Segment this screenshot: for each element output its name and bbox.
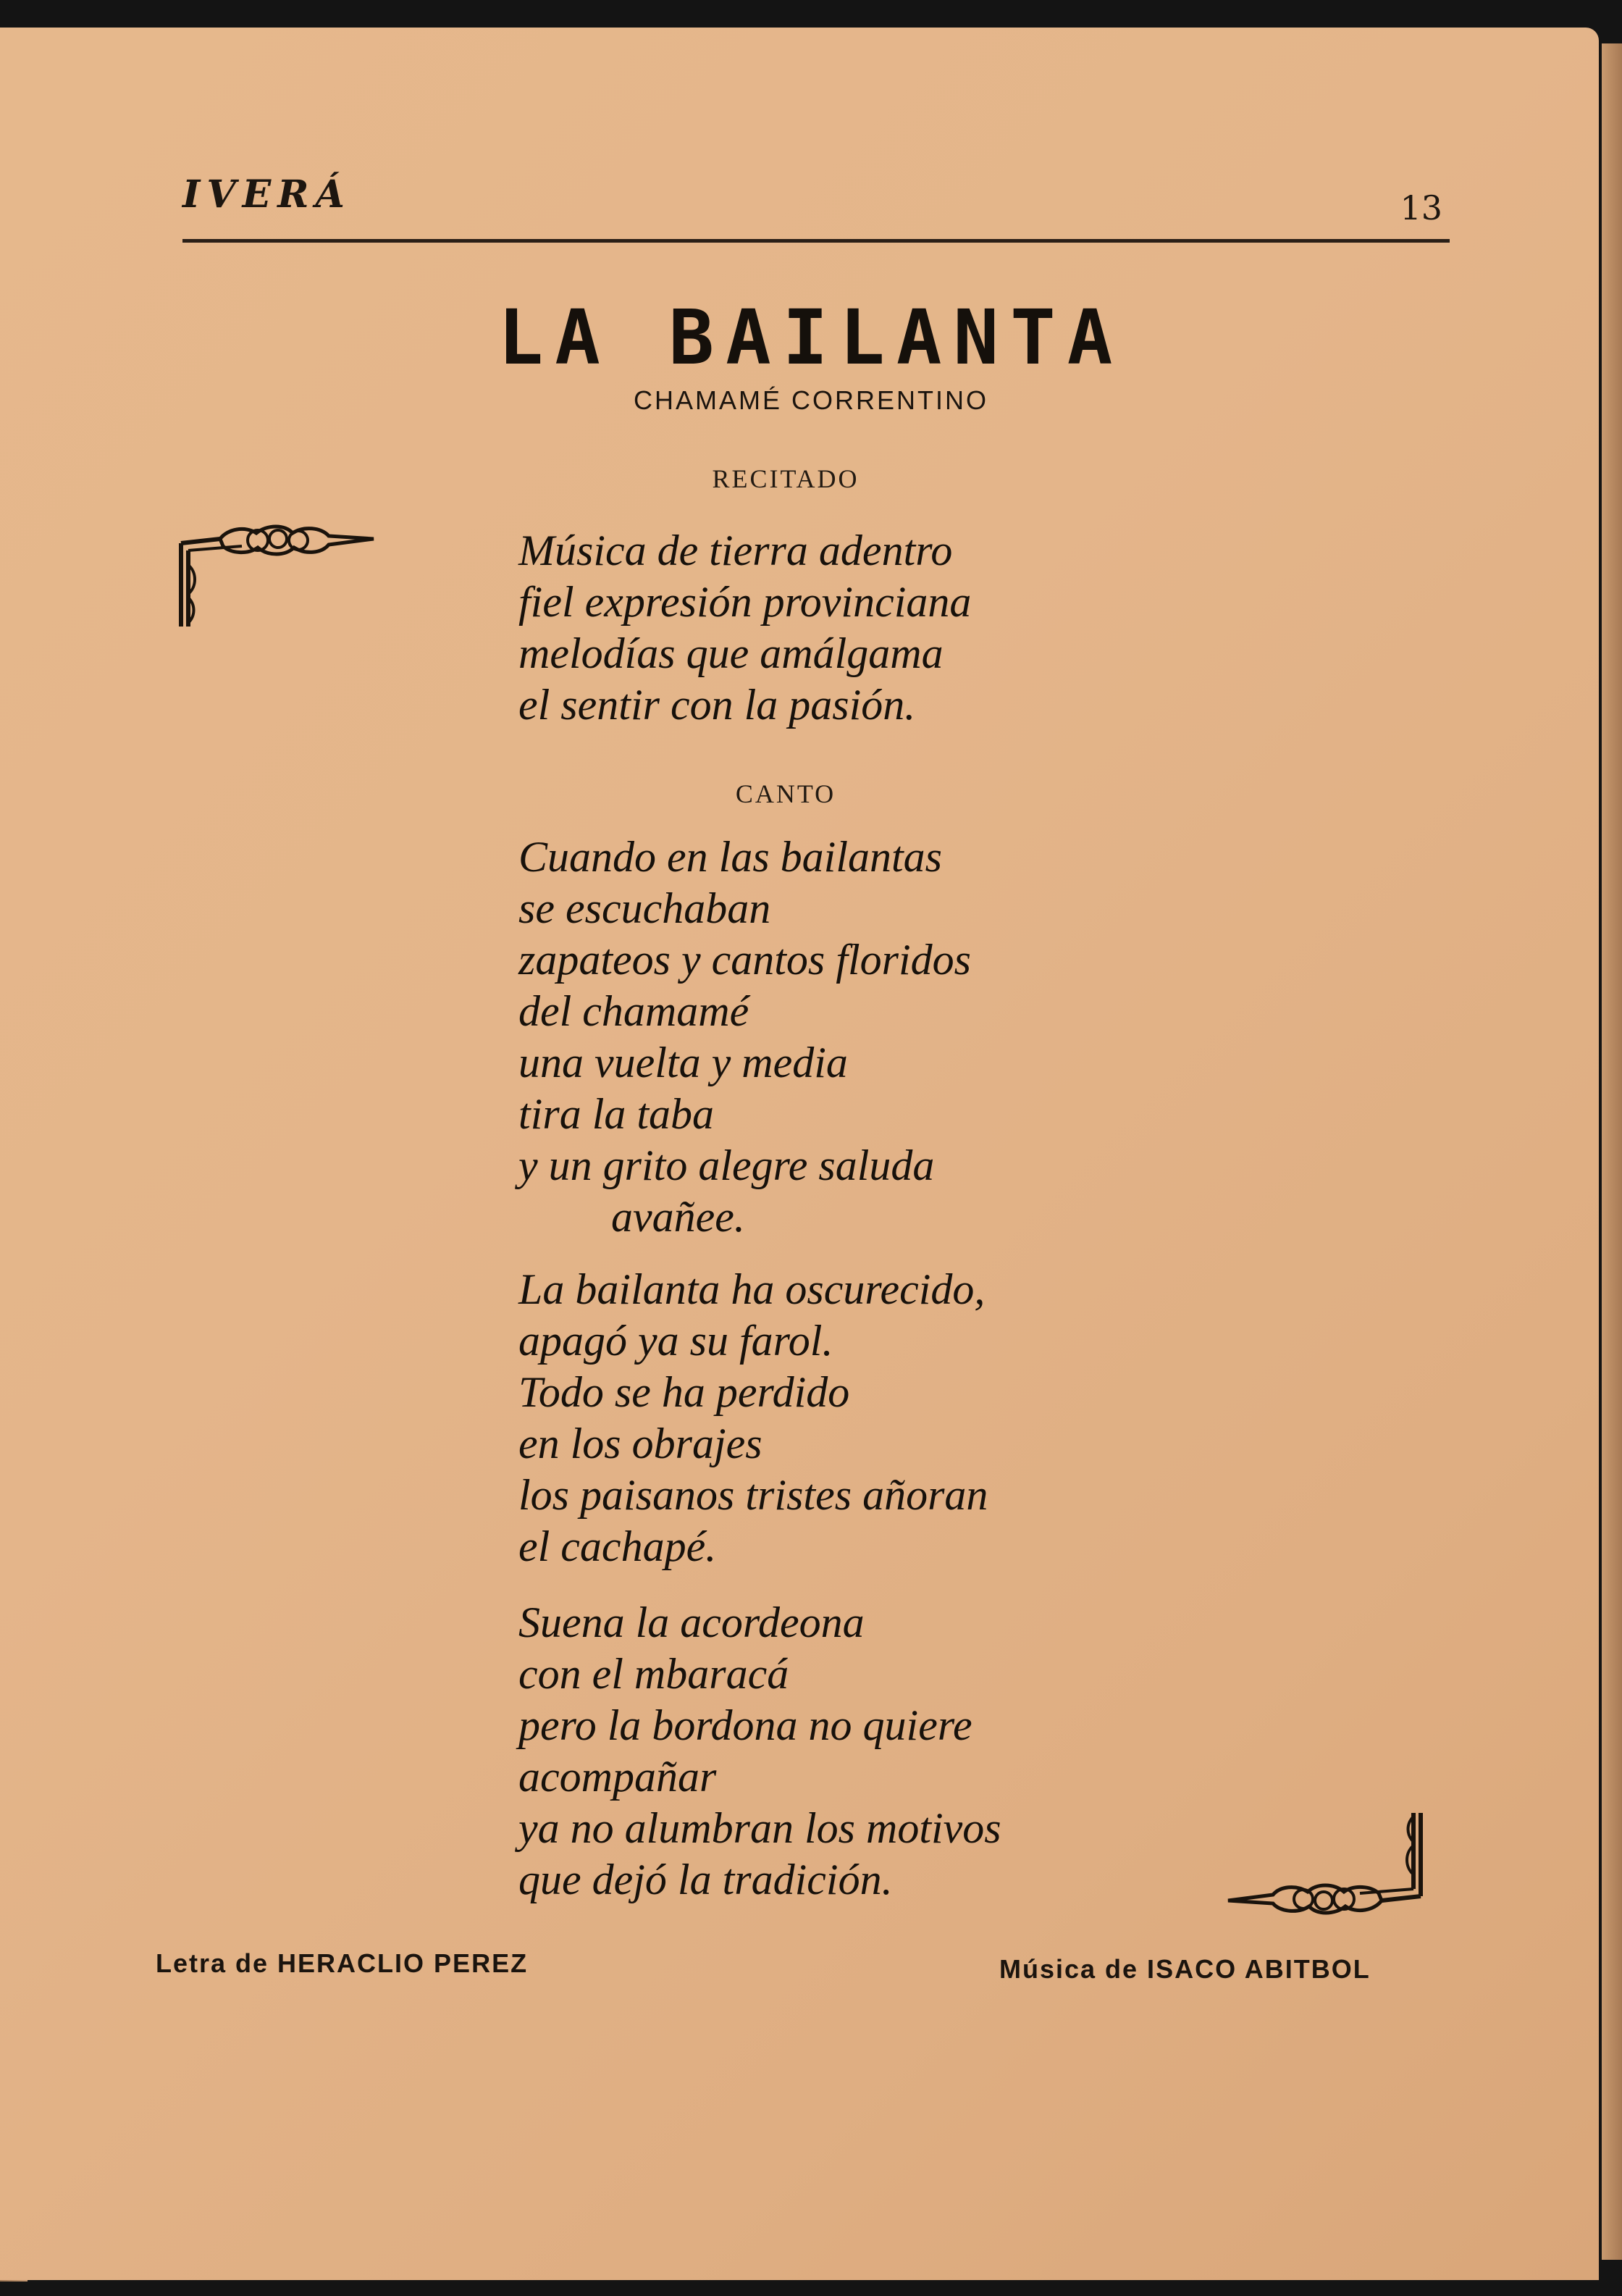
song-title: LA BAILANTA [497,293,1125,382]
verse-line: los paisanos tristes añoran [518,1471,988,1519]
recitado-label: RECITADO [712,464,860,493]
verse-line: una vuelta y media [518,1039,848,1086]
journal-name: IVERÁ [182,172,351,217]
verse-line: tira la taba [518,1090,715,1138]
lyrics-credit: Letra de HERACLIO PEREZ [156,1948,529,1978]
stanza-2 [518,1264,1315,1572]
verse-line: ya no alumbran los motivos [518,1804,1001,1852]
floral-ornament-top-left-icon [177,521,379,630]
verse-line: Todo se ha perdido [518,1368,850,1416]
verse-line: Cuando en las bailantas [518,833,943,881]
verse-line: en los obrajes [518,1420,762,1467]
verse-line: apagó ya su farol. [518,1317,833,1365]
verse-line: con el mbaracá [518,1650,789,1698]
verse-line: el sentir con la pasión. [518,681,916,729]
verse-line: Música de tierra adentro [518,527,953,574]
song-subtitle: CHAMAMÉ CORRENTINO [633,385,988,415]
verse-line: fiel expresión provinciana [518,578,972,626]
verse-line: pero la bordona no quiere [518,1701,972,1749]
music-credit: Música de ISACO ABITBOL [999,1954,1371,1984]
verse-line: zapateos y cantos floridos [518,936,971,984]
stanza-1 [518,831,1315,1243]
verse-line: del chamamé [518,987,749,1035]
verse-line: Suena la acordeona [518,1599,865,1646]
verse-line: que dejó la tradición. [518,1856,893,1903]
verse-line: el cachapé. [518,1522,717,1570]
page-header [182,172,1450,245]
verse-line: avañee. [611,1193,745,1241]
verse-line: se escuchaban [518,884,771,932]
recitado-verse [518,525,1315,731]
canto-label: CANTO [735,779,836,808]
verse-line: acompañar [518,1753,717,1801]
verse-line: La bailanta ha oscurecido, [518,1265,986,1313]
header-rule [182,239,1450,243]
stanza-3 [518,1597,1315,1906]
floral-ornament-bottom-right-icon [1222,1809,1425,1918]
page-number: 13 [1400,188,1442,227]
verse-line: y un grito alegre saluda [518,1141,935,1189]
verse-line: melodías que amálgama [518,629,944,677]
